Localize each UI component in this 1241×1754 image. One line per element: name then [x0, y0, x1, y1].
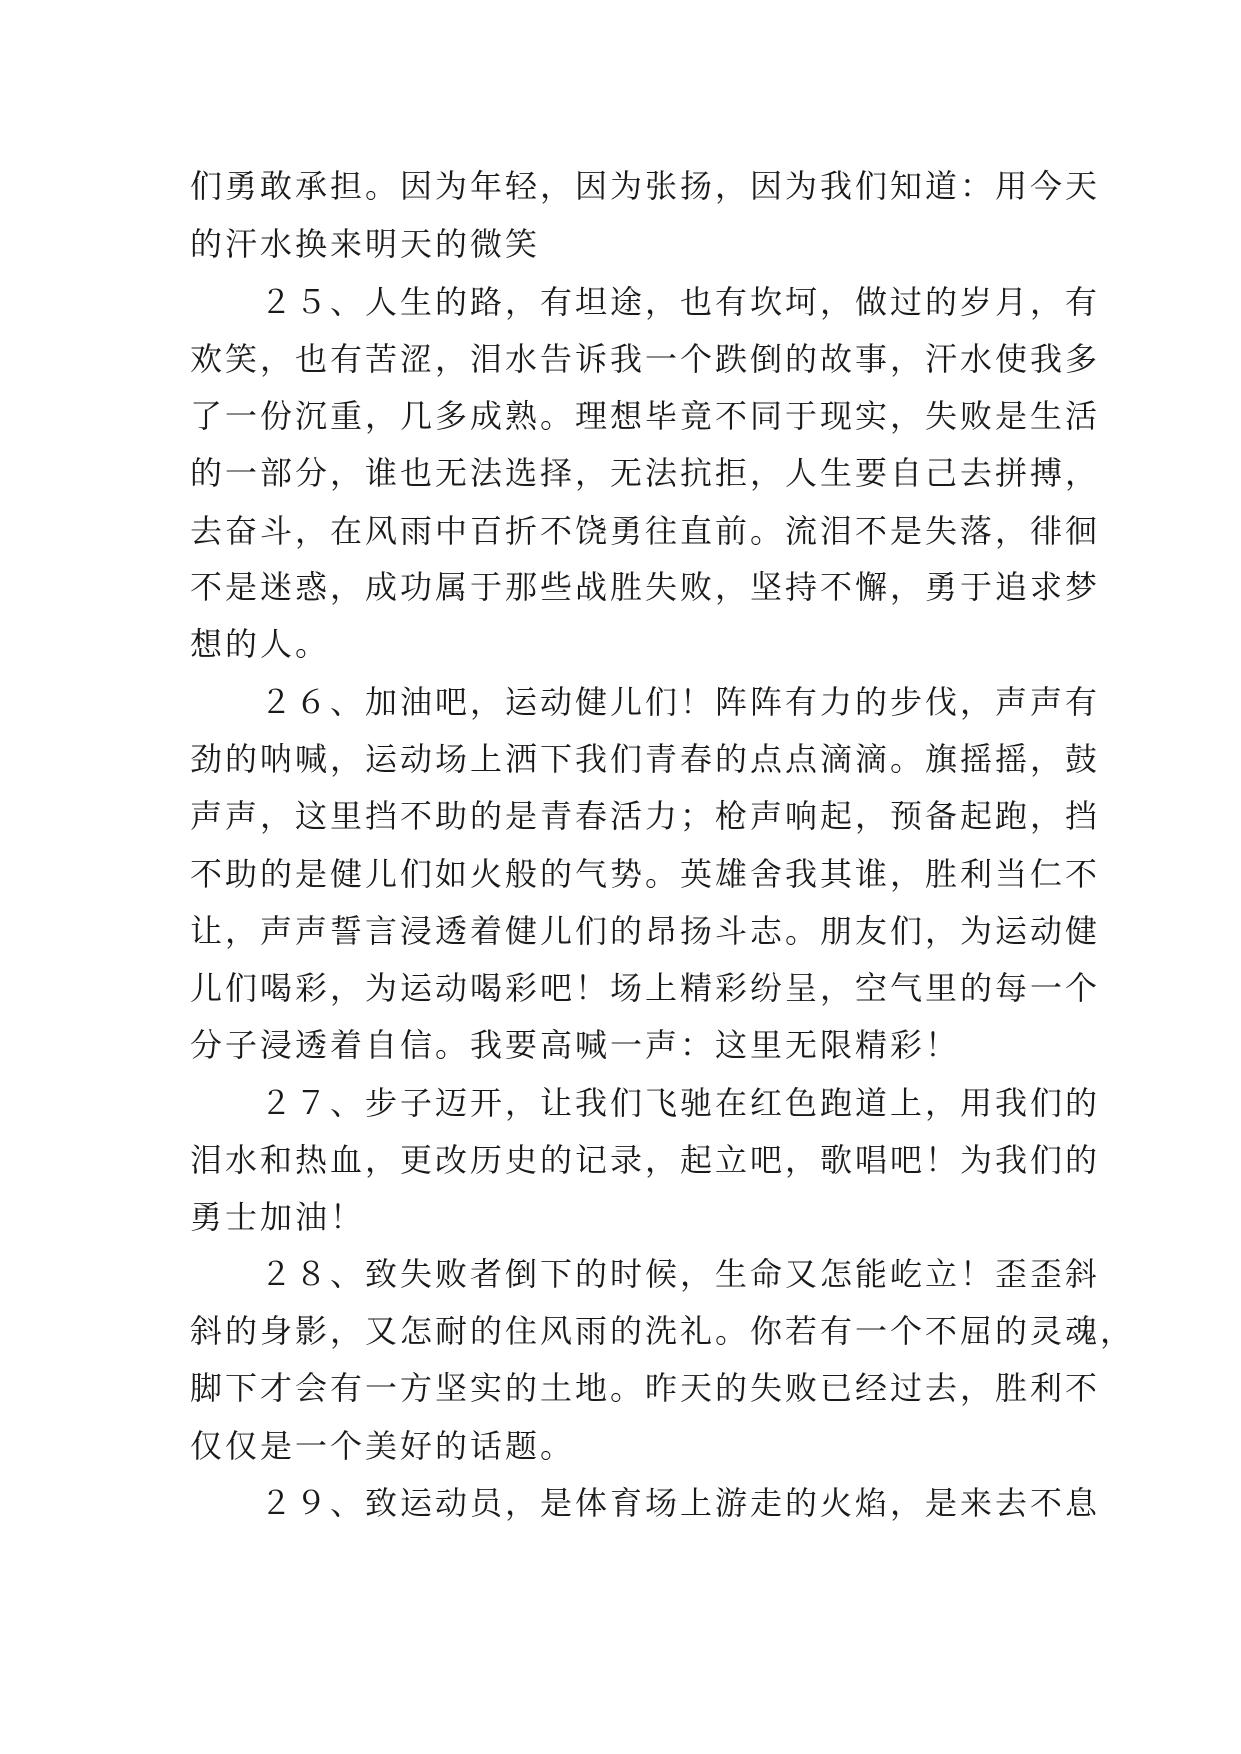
text-line: 了一份沉重，几多成熟。理想毕竟不同于现实，失败是生活: [190, 397, 1101, 435]
text-line: 劲的呐喊，运动场上洒下我们青春的点点滴滴。旗摇摇，鼓: [190, 740, 1101, 778]
paragraph-start-line: ２９、致运动员，是体育场上游走的火焰，是来去不息: [260, 1484, 1101, 1522]
paragraph-start-line: ２８、致失败者倒下的时候，生命又怎能屹立！歪歪斜: [260, 1255, 1101, 1293]
text-line: 们勇敢承担。因为年轻，因为张扬，因为我们知道：用今天: [190, 167, 1101, 205]
text-line: 斜的身影，又怎耐的住风雨的洗礼。你若有一个不屈的灵魂，: [190, 1312, 1136, 1350]
text-line: 去奋斗，在风雨中百折不饶勇往直前。流泪不是失落，徘徊: [190, 512, 1101, 550]
text-line: 脚下才会有一方坚实的土地。昨天的失败已经过去，胜利不: [190, 1369, 1101, 1407]
text-line: 不是迷惑，成功属于那些战胜失败，坚持不懈，勇于追求梦: [190, 568, 1101, 606]
text-line: 欢笑，也有苦涩，泪水告诉我一个跌倒的故事，汗水使我多: [190, 340, 1101, 378]
text-line: 仅仅是一个美好的话题。: [190, 1427, 576, 1465]
text-line: 勇士加油！: [190, 1198, 366, 1236]
text-line: 让，声声誓言浸透着健儿们的昂扬斗志。朋友们，为运动健: [190, 912, 1101, 950]
text-line: 的一部分，谁也无法选择，无法抗拒，人生要自己去拼搏，: [190, 454, 1101, 492]
paragraph-start-line: ２７、步子迈开，让我们飞驰在红色跑道上，用我们的: [260, 1084, 1101, 1122]
text-line: 儿们喝彩，为运动喝彩吧！场上精彩纷呈，空气里的每一个: [190, 969, 1101, 1007]
text-line: 声声，这里挡不助的是青春活力；枪声响起，预备起跑，挡: [190, 797, 1101, 835]
text-line: 泪水和热血，更改历史的记录，起立吧，歌唱吧！为我们的: [190, 1141, 1101, 1179]
text-line: 不助的是健儿们如火般的气势。英雄舍我其谁，胜利当仁不: [190, 855, 1101, 893]
paragraph-start-line: ２６、加油吧，运动健儿们！阵阵有力的步伐，声声有: [260, 683, 1101, 721]
paragraph-start-line: ２５、人生的路，有坦途，也有坎坷，做过的岁月，有: [260, 283, 1101, 321]
text-line: 的汗水换来明天的微笑: [190, 225, 541, 263]
text-line: 分子浸透着自信。我要高喊一声：这里无限精彩！: [190, 1026, 961, 1064]
text-line: 想的人。: [190, 625, 331, 663]
